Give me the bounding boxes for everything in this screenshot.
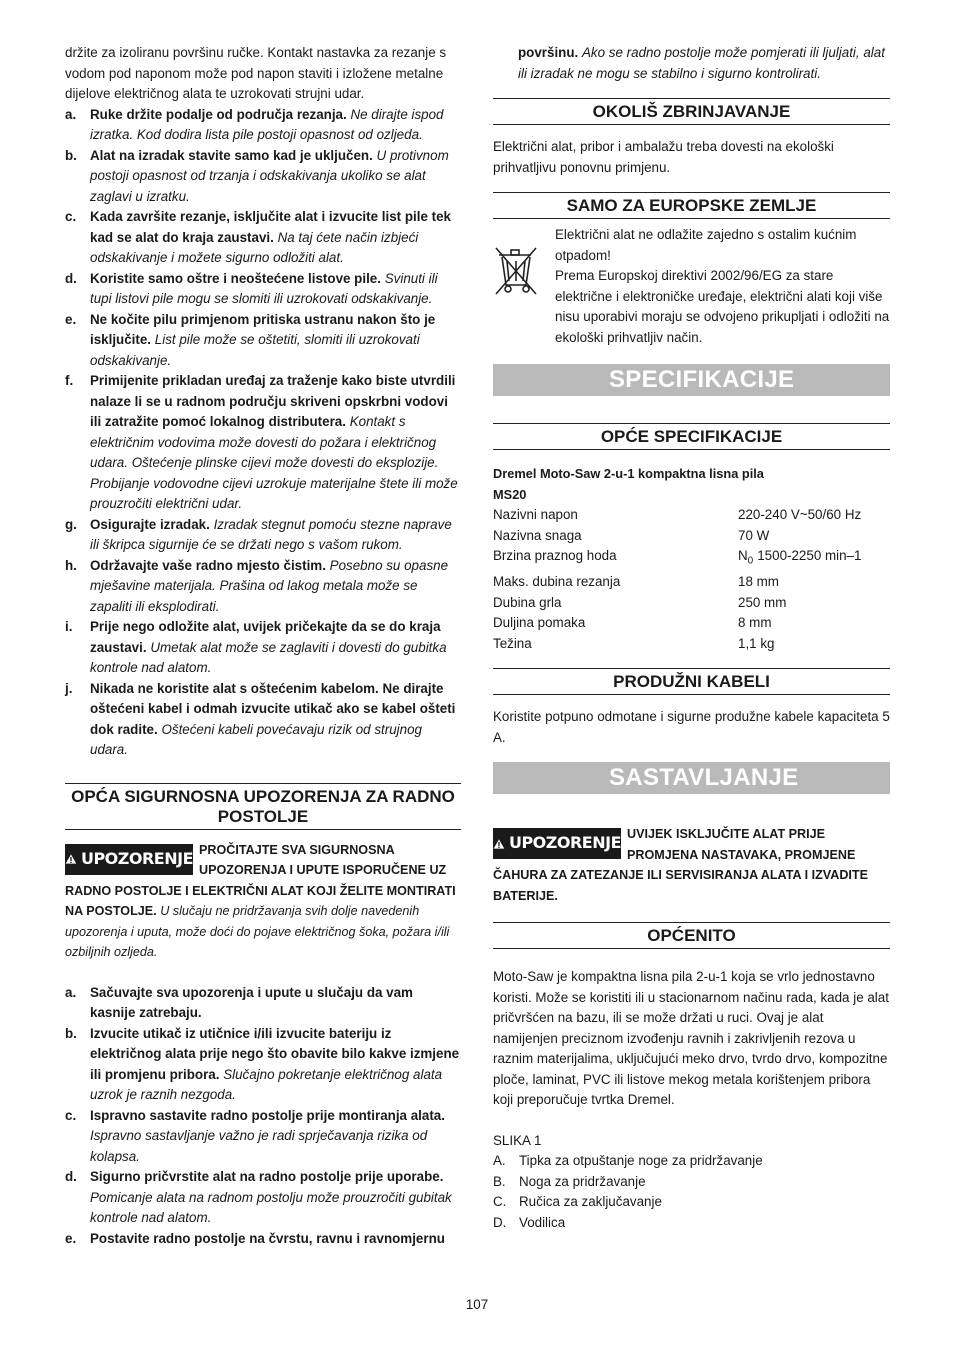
list-item-italic: Slučajno pokretanje električnog alata uzrok je raznih nezgoda.	[90, 1066, 443, 1102]
list-item-text	[90, 1106, 461, 1168]
eu-text-2: Prema Europskoj direktivi 2002/96/EG za stare električne i elektroničke uređaje, električni alati koji više nisu uporabivi moraju se odvojeno prikupljati i odložiti na ekološki prihvatljiv način.	[555, 268, 890, 345]
list-item	[65, 269, 461, 310]
list-item-bold: Osigurajte izradak.	[90, 516, 210, 532]
warning-triangle-icon	[65, 851, 77, 867]
list-item	[65, 1167, 461, 1229]
list-item-letter: i.	[65, 619, 73, 634]
spec-value	[738, 546, 861, 572]
list-item-italic: List pile može se oštetiti, slomiti ili uzrokovati odskakivanje.	[90, 332, 420, 368]
list-item-text	[90, 105, 461, 146]
list-item-text	[90, 310, 461, 372]
page-number: 107	[465, 1297, 489, 1312]
banner-assembly: SASTAVLJANJE	[493, 762, 890, 794]
spec-row	[493, 572, 890, 593]
assembly-warning-text: UVIJEK ISKLJUČITE ALAT PRIJE PROMJENA NASTAVAKA, PROMJENE ČAHURA ZA ZATEZANJE ILI SERVISIRANJA ALATA I IZVADITE BATERIJE.	[493, 827, 869, 903]
list-item	[65, 146, 461, 208]
spec-value-subscript: 0	[747, 555, 754, 567]
spec-label: Nazivna snaga	[493, 527, 582, 543]
list-item-text	[90, 207, 461, 269]
list-item-text	[90, 371, 461, 515]
list-item-bold: Sigurno pričvrstite alat na radno postolje prije uporabe.	[90, 1169, 444, 1184]
list-item-bold: Ne kočite pilu primjenom pritiska ustranu nakon što je isključite.	[90, 311, 436, 347]
list-item-letter: j.	[65, 680, 73, 696]
list-item-bold: Ispravno sastavite radno postolje prije montiranja alata.	[90, 1107, 445, 1123]
heading-environment: OKOLIŠ ZBRINJAVANJE	[493, 98, 890, 125]
figure-label: SLIKA 1	[493, 1132, 542, 1148]
list-item-bold: Primijenite prikladan uređaj za traženje kako biste utvrdili nalaze li se u radnom području skriveni opskrbni vodovi ili zatražite pomoć lokalnog distributera.	[90, 373, 456, 429]
figure-legend-item	[493, 1151, 890, 1172]
list-item-bold: Postavite radno postolje na čvrstu, ravnu i ravnomjernu	[90, 1230, 445, 1246]
warning-triangle-icon	[493, 836, 505, 852]
figure-legend-text: Vodilica	[519, 1214, 566, 1230]
list-item-bold: Prije nego odložite alat, uvijek pričekajte da se do kraja zaustavi.	[90, 619, 441, 655]
assembly-warning-block	[493, 824, 890, 906]
list-item-letter: h.	[65, 557, 77, 573]
spec-value-text: 1500-2250 min–1	[757, 548, 862, 563]
safety-list-stand	[65, 983, 461, 1250]
list-item-bold: Ruke držite podalje od područja rezanja.	[90, 106, 347, 122]
cables-text: Koristite potpuno odmotane i sigurne produžne kabele kapaciteta 5 A.	[493, 709, 890, 745]
list-item	[65, 983, 461, 1024]
figure-legend-text: Ručica za zaključavanje	[519, 1194, 662, 1210]
list-item-bold: Alat na izradak stavite samo kad je uključen.	[90, 147, 373, 163]
figure-legend-item	[493, 1213, 890, 1234]
list-item-text	[90, 1024, 461, 1106]
list-item-letter: e.	[65, 311, 77, 327]
figure-legend	[493, 1151, 890, 1233]
spec-value: 1,1 kg	[738, 635, 775, 651]
spec-row	[493, 505, 890, 526]
stand-warning-bold: PROČITAJTE SVA SIGURNOSNA UPOZORENJA I UPUTE ISPORUČENE UZ RADNO POSTOLJE I ELEKTRIČNI ALAT KOJI ŽELITE MONTIRATI NA POSTOLJE.	[65, 842, 456, 918]
figure-legend-letter: C.	[493, 1194, 507, 1210]
crossed-bin-icon	[493, 245, 539, 297]
list-item	[65, 515, 461, 556]
eu-text-1: Električni alat ne odlažite zajedno s ostalim kućnim otpadom!	[555, 227, 857, 263]
safety-list-tool	[65, 105, 461, 761]
list-item-letter: a.	[65, 106, 77, 122]
figure-legend-item	[493, 1172, 890, 1193]
spec-table	[493, 505, 890, 654]
spec-label: Maks. dubina rezanja	[493, 574, 621, 590]
list-item-bold: Održavajte vaše radno mjesto čistim.	[90, 557, 326, 573]
list-item	[65, 371, 461, 515]
list-item-letter: e.	[65, 1230, 77, 1246]
list-item-letter: b.	[65, 147, 77, 163]
list-item-letter: d.	[65, 1169, 77, 1184]
list-item-text	[90, 146, 461, 208]
list-item-italic: Posebno su opasne mješavine materijala. Prašina od lakog metala može se zapaliti ili eksplodirati.	[90, 557, 449, 614]
list-item	[65, 617, 461, 679]
spec-value-prefix: N	[738, 548, 748, 563]
spec-label: Težina	[493, 635, 532, 651]
general-text: Moto-Saw je kompaktna lisna pila 2-u-1 koja se vrlo jednostavno koristi. Može se koristiti ili u stacionarnom načinu rada, kada je alat pričvršćen na bazu, ili se može držati u ruci. Ovaj je alat namijenjen preciznom izvođenju ravnih i zakrivljenih rezova u raznim materijalima, uključujući meko drvo, tvrdo drvo, kompozitne ploče, laminat, PVC ili listove mekog metala korištenjem pribora koji preporučuje tvrtka Dremel.	[493, 969, 889, 1108]
list-item-italic: Ispravno sastavljanje važno je radi sprječavanja rizika od kolapsa.	[90, 1128, 428, 1164]
spec-row	[493, 526, 890, 547]
stand-warning-block	[65, 840, 461, 963]
spec-label: Dubina grla	[493, 594, 562, 610]
heading-general-spec: OPĆE SPECIFIKACIJE	[493, 423, 890, 450]
spec-row	[493, 613, 890, 634]
figure-legend-letter: A.	[493, 1153, 506, 1169]
disposal-block	[493, 225, 890, 348]
continued-italic: Ako se radno postolje može pomjerati ili ljuljati, alat ili izradak ne mogu se stabilno i sigurno kontrolirati.	[518, 45, 885, 81]
list-item-italic: Svinuti ili tupi listovi pile mogu se slomiti ili uzrokovati odskakivanje.	[90, 270, 438, 306]
heading-general: OPĆENITO	[493, 922, 890, 949]
spec-label: Brzina praznog hoda	[493, 548, 617, 563]
list-item-italic: Umetak alat može se zaglaviti i dovesti do gubitka kontrole nad alatom.	[90, 639, 447, 675]
list-item	[65, 207, 461, 269]
figure-legend-letter: D.	[493, 1214, 507, 1230]
list-item-bold: Nikada ne koristite alat s oštećenim kabelom. Ne dirajte oštećeni kabel i odmah izvucite utikač ako se kabel ošteti dok radite.	[90, 680, 456, 737]
list-item	[65, 310, 461, 372]
list-item-text	[90, 983, 461, 1024]
spec-value: 220-240 V~50/60 Hz	[738, 507, 862, 522]
environment-text: Električni alat, pribor i ambalažu treba dovesti na ekološki prihvatljivu ponovnu primjenu.	[493, 139, 834, 175]
list-item	[65, 679, 461, 761]
list-item	[65, 1106, 461, 1168]
heading-eu: SAMO ZA EUROPSKE ZEMLJE	[493, 192, 890, 219]
continued-item	[493, 43, 890, 84]
list-item-text	[90, 1229, 461, 1250]
banner-specifications: SPECIFIKACIJE	[493, 364, 890, 396]
list-item-letter: c.	[65, 1107, 77, 1123]
left-column	[65, 43, 461, 1249]
list-item-text	[90, 617, 461, 679]
warning-badge-label: UPOZORENJE	[508, 833, 621, 853]
list-item-bold: Sačuvajte sva upozorenja i upute u slučaju da vam kasnije zatrebaju.	[90, 984, 413, 1020]
list-item-text	[90, 269, 461, 310]
list-item-letter: g.	[65, 516, 77, 532]
list-item-italic: Pomicanje alata na radnom postolju može prouzročiti gubitak kontrole nad alatom.	[90, 1189, 452, 1225]
list-item	[65, 105, 461, 146]
warning-badge-label: UPOZORENJE	[80, 848, 193, 868]
list-item-italic: Ne dirajte ispod izratka. Kod dodira lista pile postoji opasnost od ozljeda.	[90, 106, 444, 142]
list-item-letter: b.	[65, 1025, 77, 1041]
list-item-bold: Kada završite rezanje, isključite alat i izvucite list pile tek kad se alat do kraja zaustavi.	[90, 209, 451, 245]
spec-label: Duljina pomaka	[493, 615, 586, 631]
list-item-italic: Izradak stegnut pomoću stezne naprave ili škripca sigurnije će se držati nego s vašom rukom.	[90, 516, 452, 552]
list-item-italic: Na taj ćete način izbjeći odskakivanje i možete sigurno odložiti alat.	[90, 229, 419, 265]
list-item-italic: Oštećeni kabeli povećavaju rizik od strujnog udara.	[90, 721, 422, 757]
figure-legend-text: Tipka za otpuštanje noge za pridržavanje	[519, 1153, 763, 1169]
list-item-letter: a.	[65, 984, 77, 1000]
list-item-italic: U protivnom postoji opasnost od trzanja i odskakivanja ukoliko se alat zaglavi u izratku.	[90, 147, 449, 204]
spec-value: 70 W	[738, 527, 770, 543]
list-item-letter: c.	[65, 209, 77, 224]
list-item	[65, 556, 461, 618]
list-item-text	[90, 1167, 461, 1229]
spec-value: 250 mm	[738, 594, 787, 610]
figure-legend-item	[493, 1192, 890, 1213]
list-item-bold: Koristite samo oštre i neoštećene listove pile.	[90, 270, 381, 286]
list-item-letter: f.	[65, 373, 74, 388]
figure-legend-text: Noga za pridržavanje	[519, 1173, 646, 1189]
warning-badge	[65, 844, 193, 875]
spec-row	[493, 546, 890, 572]
warning-badge	[493, 828, 621, 859]
heading-extension-cables: PRODUŽNI KABELI	[493, 668, 890, 695]
list-item-bold: Izvucite utikač iz utičnice i/ili izvucite bateriju iz električnog alata prije nego što obavite bilo kakve izmjene ili promjenu pribora.	[90, 1025, 460, 1082]
spec-value: 8 mm	[738, 615, 772, 631]
product-name: Dremel Moto-Saw 2-u-1 kompaktna lisna pila	[493, 466, 764, 481]
continued-bold: površinu.	[518, 45, 579, 60]
product-model: MS20	[493, 486, 527, 502]
list-item	[65, 1229, 461, 1250]
figure-legend-letter: B.	[493, 1173, 506, 1189]
spec-value: 18 mm	[738, 574, 779, 590]
list-item	[65, 1024, 461, 1106]
list-item-letter: d.	[65, 270, 77, 286]
heading-stand-warnings: OPĆA SIGURNOSNA UPOZORENJA ZA RADNO POSTOLJE	[65, 783, 461, 830]
spec-row	[493, 634, 890, 655]
list-item-text	[90, 556, 461, 618]
spec-label: Nazivni napon	[493, 507, 578, 522]
stand-warning-italic: U slučaju ne pridržavanja svih dolje navedenih upozorenja i uputa, može doći do pojave električnog šoka, požara i/ili ozbiljnih ozljeda.	[65, 904, 450, 959]
right-column	[493, 43, 890, 1233]
list-item-italic: Kontakt s električnim vodovima može dovesti do požara i električnog udara. Oštećenje plinske cijevi može dovesti do eksplozije. Probijanje vodovodne cijevi uzrokuje materijalne štete ili može prouzročiti električni udar.	[90, 414, 458, 511]
list-item-text	[90, 679, 461, 761]
intro-text: držite za izoliranu površinu ručke. Kontakt nastavka za rezanje s vodom pod naponom može pod napon staviti i izložene metalne dijelove električnog alata te uzrokovati strujni udar.	[65, 45, 447, 101]
spec-row	[493, 593, 890, 614]
list-item-text	[90, 515, 461, 556]
